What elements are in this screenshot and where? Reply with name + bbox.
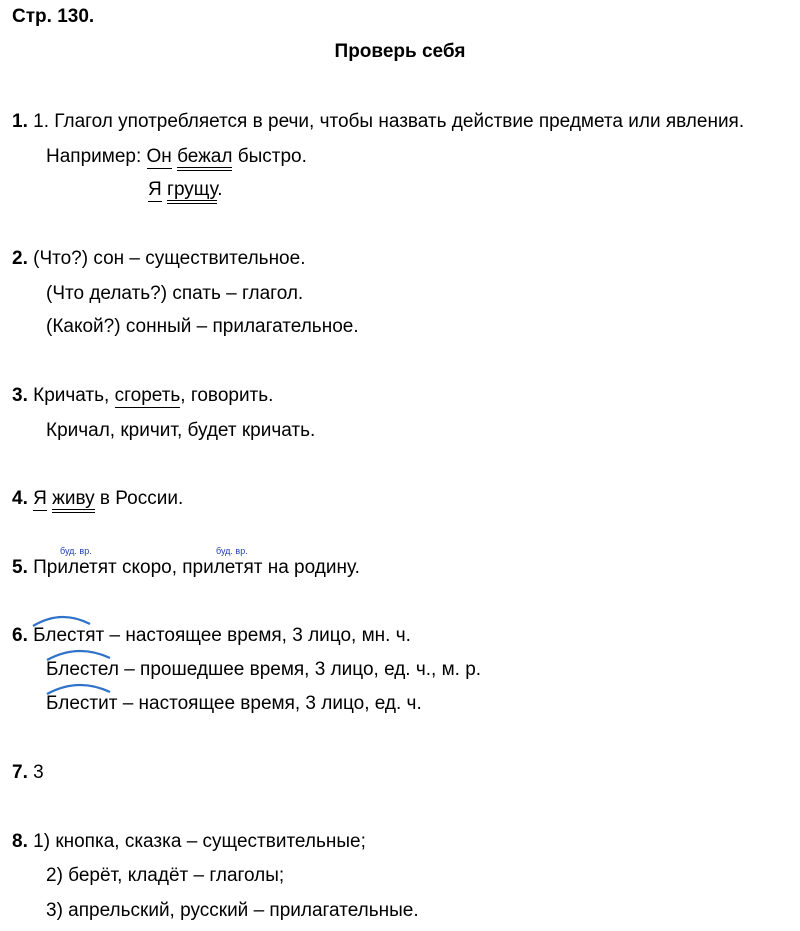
task-number: 5.	[12, 557, 28, 578]
underlined-word: сгореть	[114, 385, 181, 406]
tense-note-2: буд. вр.	[216, 546, 248, 556]
word: Кричать,	[33, 385, 115, 406]
task-text: 1) кнопка, сказка – существительные;	[33, 831, 366, 852]
task-7-line	[12, 762, 44, 784]
example-rest: .	[217, 179, 223, 200]
task-3-line-2: Кричал, кричит, будет кричать.	[46, 420, 316, 441]
task-text: Блестят – настоящее время, 3 лицо, мн. ч.	[33, 625, 411, 646]
example-rest: быстро.	[232, 146, 307, 167]
task-8-line-1	[12, 831, 366, 853]
page-number: Стр. 130.	[12, 6, 95, 27]
task-text: (Что?) сон – существительное.	[33, 248, 306, 269]
task-number: 7.	[12, 762, 28, 783]
task-number: 4.	[12, 488, 28, 509]
subject-word: Он	[146, 146, 172, 167]
task-8-line-3: 3) апрельский, русский – прилагательные.	[46, 900, 419, 921]
task-6-line-2: Блестел – прошедшее время, 3 лицо, ед. ч., м. р.	[46, 659, 482, 680]
task-number: 6.	[12, 625, 28, 646]
subject-word: Я	[148, 179, 162, 200]
task-4-line	[12, 488, 183, 510]
page-title: Проверь себя	[334, 41, 466, 62]
task-3-line-1	[12, 385, 273, 407]
task-2-line-2: (Что делать?) спать – глагол.	[46, 283, 304, 304]
task-number: 1.	[12, 111, 28, 132]
predicate-word: бежал	[177, 146, 232, 171]
task-8-line-2: 2) берёт, кладёт – глаголы;	[46, 865, 285, 886]
word: , говорить.	[180, 385, 274, 406]
task-number: 3.	[12, 385, 28, 406]
task-2-line-3: (Какой?) сонный – прилагательное.	[46, 316, 359, 337]
task-5-line	[12, 557, 360, 579]
subject-word: Я	[33, 488, 47, 509]
task-number: 2.	[12, 248, 28, 269]
task-1-example-1	[46, 146, 307, 168]
example-prefix: Например:	[46, 146, 147, 167]
task-1-line-1	[12, 111, 744, 133]
task-number: 8.	[12, 831, 28, 852]
sentence-rest: в России.	[94, 488, 184, 509]
predicate-word: грущу	[167, 179, 217, 204]
tense-note-1: буд. вр.	[60, 546, 92, 556]
task-2-line-1	[12, 248, 305, 270]
task-text: 1. Глагол употребляется в речи, чтобы назвать действие предмета или явления.	[33, 111, 745, 132]
task-text: Прилетят скоро, прилетят на родину.	[33, 557, 360, 578]
task-answer: 3	[33, 762, 44, 783]
task-6-line-1	[12, 625, 411, 647]
task-6-line-3: Блестит – настоящее время, 3 лицо, ед. ч.	[46, 693, 422, 714]
task-1-example-2	[148, 179, 223, 201]
predicate-word: живу	[52, 488, 95, 513]
